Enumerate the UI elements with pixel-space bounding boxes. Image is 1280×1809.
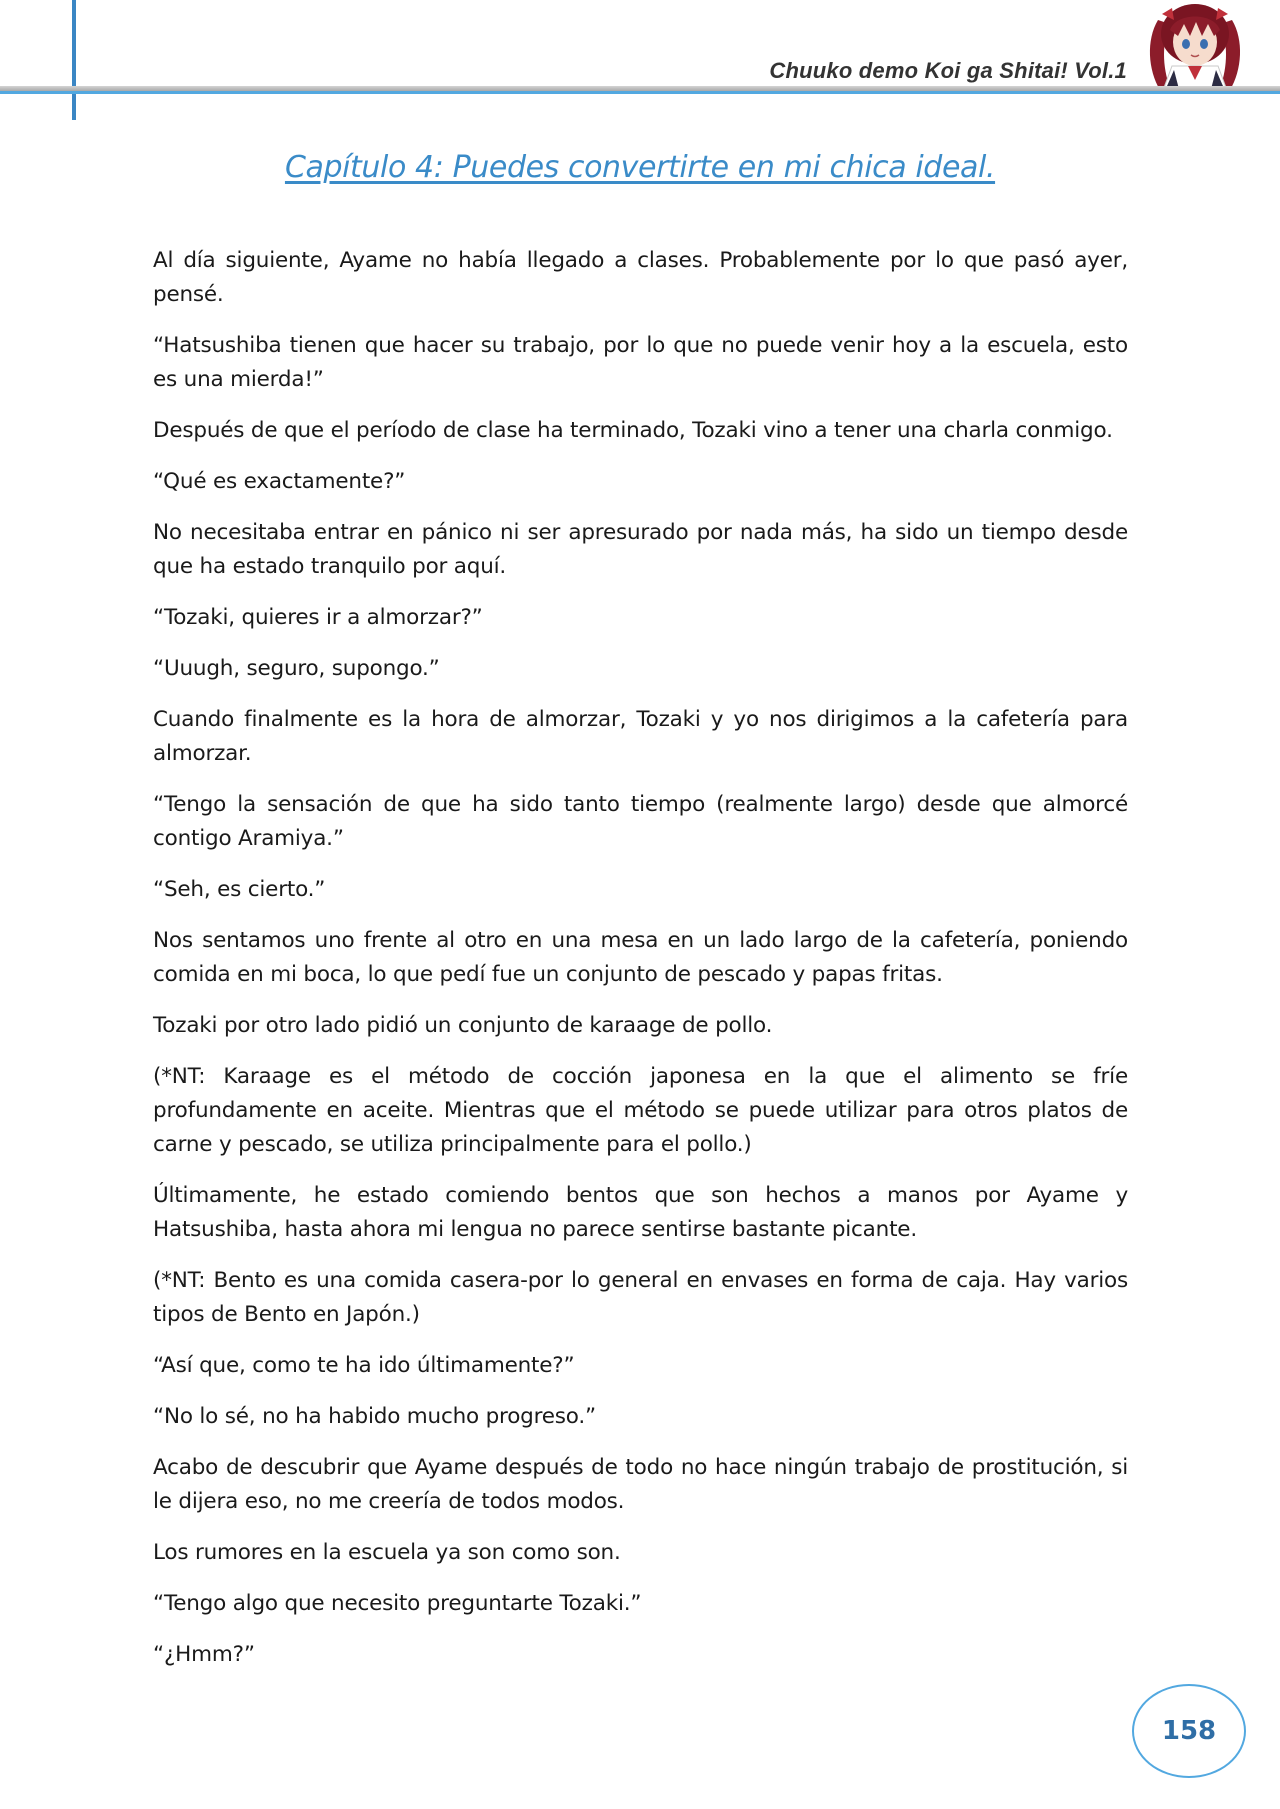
anime-girl-portrait-icon: [1140, 0, 1250, 93]
paragraph: “No lo sé, no ha habido mucho progreso.”: [153, 1404, 596, 1429]
paragraph: Los rumores en la escuela ya son como son.: [153, 1540, 621, 1565]
paragraph: “Tengo la sensación de que ha sido tanto tiempo (realmente largo) desde que almorcé contigo Aramiya.”: [153, 792, 1128, 851]
paragraph: No necesitaba entrar en pánico ni ser apresurado por nada más, ha sido un tiempo desde que ha estado tranquilo por aquí.: [153, 520, 1128, 579]
translator-note: (*NT: Karaage es el método de cocción japonesa en la que el alimento se fríe profundamente en aceite. Mientras que el método se puede utilizar para otros platos de carne y pescado, se utiliza principalmente para el pollo.): [153, 1064, 1128, 1157]
paragraph: Últimamente, he estado comiendo bentos que son hechos a manos por Ayame y Hatsushiba, hasta ahora mi lengua no parece sentirse bastante picante.: [153, 1183, 1128, 1242]
header-vertical-rule: [72, 0, 76, 120]
paragraph: “Qué es exactamente?”: [153, 469, 406, 494]
paragraph: “Así que, como te ha ido últimamente?”: [153, 1353, 575, 1378]
paragraph: Después de que el período de clase ha terminado, Tozaki vino a tener una charla conmigo.: [153, 418, 1113, 443]
paragraph: Tozaki por otro lado pidió un conjunto de karaage de pollo.: [153, 1013, 773, 1038]
page-number-badge: [1132, 1684, 1246, 1778]
paragraph: “¿Hmm?”: [153, 1642, 255, 1667]
paragraph: “Tozaki, quieres ir a almorzar?”: [153, 605, 483, 630]
chapter-title: Capítulo 4: Puedes convertirte en mi chica ideal.: [284, 150, 996, 185]
book-title: Chuuko demo Koi ga Shitai! Vol.1: [769, 58, 1127, 83]
paragraph: “Tengo algo que necesito preguntarte Tozaki.”: [153, 1591, 642, 1616]
paragraph: Al día siguiente, Ayame no había llegado a clases. Probablemente por lo que pasó ayer, pensé.: [153, 248, 1128, 307]
paragraph: “Seh, es cierto.”: [153, 877, 326, 902]
translator-note: (*NT: Bento es una comida casera-por lo general en envases en forma de caja. Hay varios tipos de Bento en Japón.): [153, 1268, 1128, 1327]
header-blue-rule: [0, 91, 1280, 94]
page-number: 158: [1161, 1716, 1217, 1746]
chapter-body: [153, 244, 1128, 1689]
paragraph: “Uuugh, seguro, supongo.”: [153, 656, 440, 681]
paragraph: “Hatsushiba tienen que hacer su trabajo, por lo que no puede venir hoy a la escuela, esto es una mierda!”: [153, 333, 1128, 392]
paragraph: Acabo de descubrir que Ayame después de todo no hace ningún trabajo de prostitución, si le dijera eso, no me creería de todos modos.: [153, 1455, 1128, 1514]
paragraph: Nos sentamos uno frente al otro en una mesa en un lado largo de la cafetería, poniendo comida en mi boca, lo que pedí fue un conjunto de pescado y papas fritas.: [153, 928, 1128, 987]
paragraph: Cuando finalmente es la hora de almorzar, Tozaki y yo nos dirigimos a la cafetería para almorzar.: [153, 707, 1128, 766]
